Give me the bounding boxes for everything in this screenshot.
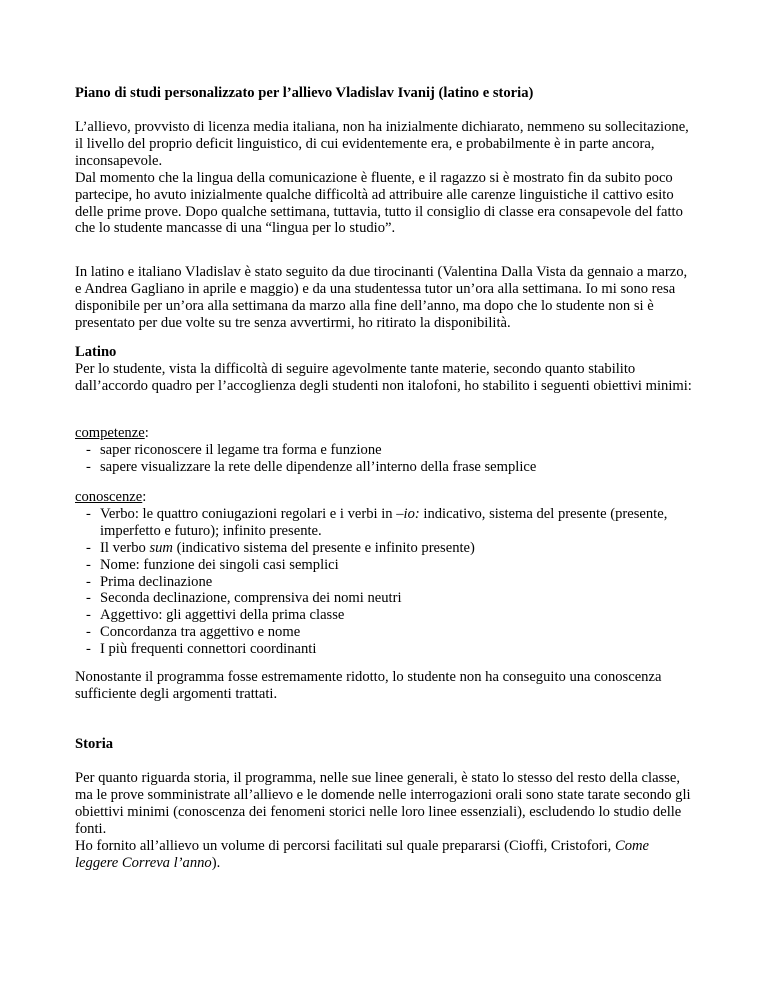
list-item: - Aggettivo: gli aggettivi della prima classe [75, 607, 695, 624]
latino-conclusion: Nonostante il programma fosse estremamente ridotto, lo studente non ha conseguito una conoscenza sufficiente degli argomenti trattati. [75, 669, 662, 702]
storia-paragraph-2-text: Ho fornito all’allievo un volume di percorsi facilitati sul quale prepararsi (Cioffi, Cristofori, [75, 837, 615, 854]
list-item-text: (indicativo sistema del presente e infinito presente) [172, 539, 475, 556]
latino-intro: Per lo studente, vista la difficoltà di seguire agevolmente tante materie, secondo quanto stabilito dall’accordo quadro per l’accoglienza degli studenti non italofoni, ho stabilito i seguenti obiettivi minimi: [75, 360, 692, 394]
storia-paragraph-1: Per quanto riguarda storia, il programma, nelle sue linee generali, è stato lo stesso del resto della classe, ma le prove somministrate all’allievo e le domende nelle interrogazioni orali sono state tarate secondo gli obiettivi minimi (conoscenza dei fenomeni storici nelle loro linee essenziali), escludendo lo studio delle fonti. [75, 770, 691, 837]
document-title: Piano di studi personalizzato per l’allievo Vladislav Ivanij (latino e storia) [75, 85, 534, 101]
competenze-label: competenze [75, 425, 145, 441]
competenze-list [75, 442, 695, 476]
list-item: - Nome: funzione dei singoli casi semplici [75, 557, 695, 574]
list-item [75, 506, 695, 540]
list-item-text: indicativo, sistema del presente (presente, imperfetto e futuro); infinito presente. [100, 505, 668, 539]
list-item: - I più frequenti connettori coordinanti [75, 641, 695, 658]
intro-paragraph-3: In latino e italiano Vladislav è stato seguito da due tirocinanti (Valentina Dalla Vista da gennaio a marzo, e Andrea Gagliano in aprile e maggio) e da una studentessa tutor un’ora alla settimana. Io mi sono resa disponibile per un’ora alla settimana da marzo alla fine dell’anno, ma dopo che lo studente non si è presentato per due volte su tre senza avvertirmi, ho ritirato la disponibilità. [75, 264, 688, 331]
intro-paragraph-1: L’allievo, provvisto di licenza media italiana, non ha inizialmente dichiarato, nemmeno su sollecitazione, il livello del proprio deficit linguistico, di cui evidentemente era, e probabilmente è in parte ancora, inconsapevole. [75, 119, 689, 169]
list-item: - sapere visualizzare la rete delle dipendenze all’interno della frase semplice [75, 459, 695, 476]
list-item [75, 540, 695, 557]
list-item-text: Il verbo [100, 539, 150, 556]
book-title: Come leggere Correva l’anno [75, 837, 650, 871]
competenze-section [75, 425, 695, 476]
storia-heading: Storia [75, 736, 114, 752]
list-item: - Prima declinazione [75, 574, 695, 591]
conoscenze-list [75, 506, 695, 658]
intro-section [75, 119, 695, 237]
list-item: - Seconda declinazione, comprensiva dei nomi neutri [75, 590, 695, 607]
list-item: - Concordanza tra aggettivo e nome [75, 624, 695, 641]
list-item: - saper riconoscere il legame tra forma e funzione [75, 442, 695, 459]
list-item-italic: –io: [396, 505, 420, 522]
conoscenze-section [75, 489, 695, 658]
intro-paragraph-2: Dal momento che la lingua della comunicazione è fluente, e il ragazzo si è mostrato fin da subito poco partecipe, ho avuto inizialmente qualche difficoltà ad attribuire alle carenze linguistiche il cattivo esito delle prime prove. Dopo qualche settimana, tuttavia, tutto il consiglio di classe era consapevole del fatto che lo studente mancasse di una “lingua per lo studio”. [75, 169, 683, 237]
storia-paragraph-2-end: ). [211, 854, 221, 871]
latino-section [75, 344, 695, 395]
list-item-italic: sum [149, 539, 173, 556]
list-item-text: Verbo: le quattro coniugazioni regolari e i verbi in [100, 505, 397, 522]
latino-heading: Latino [75, 344, 117, 360]
conoscenze-label: conoscenze [75, 489, 143, 505]
storia-section [75, 770, 695, 871]
storia-paragraph-2 [75, 838, 695, 872]
competenze-label-line: competenze: [75, 425, 149, 441]
conoscenze-label-line: conoscenze: [75, 489, 147, 505]
